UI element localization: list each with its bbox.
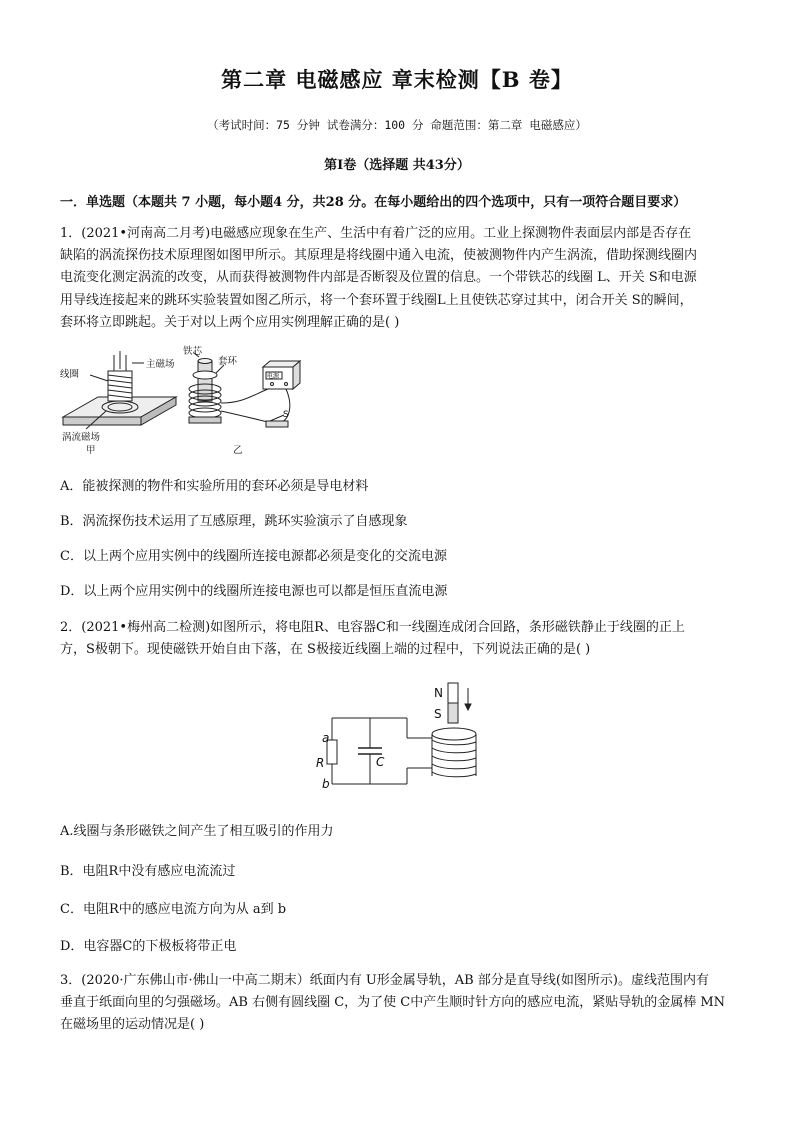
- label-s: S: [434, 707, 442, 721]
- question-3-line: 3．(2020·广东佛山市·佛山一中高二期末）纸面内有 U形金属导轨，AB 部分是直导线(如图所示)。虚线范围内有: [60, 973, 709, 988]
- question-2-option-a: A.线圈与条形磁铁之间产生了相互吸引的作用力: [60, 824, 334, 839]
- label-n: N: [434, 686, 443, 700]
- question-2-line: 方，S极朝下。现使磁铁开始自由下落，在 S极接近线圈上端的过程中，下列说法正确的是( ): [60, 642, 591, 658]
- page-title: 第二章 电磁感应 章末检测【B 卷】: [221, 67, 573, 92]
- question-1-line: 1．(2021•河南高二月考)电磁感应现象在生产、生活中有着广泛的应用。工业上探测物件表面层内部是否存在: [60, 226, 692, 241]
- question-1-option-a: A．能被探测的物件和实验所用的套环必须是导电材料: [60, 479, 369, 494]
- question-3-text: [60, 970, 746, 1037]
- question-1-line: 套环将立即跳起。关于对以上两个应用实例理解正确的是( ): [60, 314, 400, 330]
- question-1-figure: [58, 345, 308, 457]
- label-power: 电源: [267, 373, 280, 380]
- question-2-figure: [312, 680, 492, 792]
- question-2-option-b: B．电阻R中没有感应电流流过: [60, 864, 236, 879]
- question-2-line: 2．(2021•梅州高二检测)如图所示，将电阻R、电容器C和一线圈连成闭合回路，条形磁铁静止于线圈的正上: [60, 620, 685, 635]
- label-ring: 套环: [218, 356, 238, 367]
- label-core: 铁芯: [183, 346, 203, 357]
- label-a: a: [322, 731, 330, 745]
- section-heading: 一．单选题（本题共 7 小题，每小题4 分，共28 分。在每小题给出的四个选项中，只有一项符合题目要求）: [60, 195, 687, 210]
- question-3-line: 垂直于纸面向里的匀强磁场。AB 右侧有圆线圈 C，为了使 C中产生顺时针方向的感应电流，紧贴导轨的金属棒 MN: [60, 995, 726, 1011]
- question-2-option-d: D．电容器C的下极板将带正电: [60, 939, 237, 954]
- question-1-option-b: B．涡流探伤技术运用了互感原理，跳环实验演示了自感现象: [60, 514, 408, 529]
- label-main-field: 主磁场: [146, 359, 175, 370]
- label-yi: 乙: [233, 445, 243, 456]
- part-heading: 第Ⅰ卷（选择题 共43分）: [324, 158, 470, 173]
- question-2-text: [60, 617, 746, 661]
- question-1-option-c: C．以上两个应用实例中的线圈所连接电源都必须是变化的交流电源: [60, 549, 447, 564]
- question-1-line: 用导线连接起来的跳环实验装置如图乙所示，将一个套环置于线圈L上且使铁芯穿过其中，闭合开关 S的瞬间，: [60, 292, 693, 308]
- question-3-line: 在磁场里的运动情况是( ): [60, 1017, 205, 1033]
- question-1-option-d: D．以上两个应用实例中的线圈所连接电源也可以都是恒压直流电源: [60, 584, 448, 599]
- label-b: b: [322, 777, 330, 791]
- label-jia: 甲: [86, 445, 96, 456]
- label-eddy-field: 涡流磁场: [62, 432, 101, 443]
- question-1-line: 缺陷的涡流探伤技术原理图如图甲所示。其原理是将线圈中通入电流，使被测物件内产生涡流，借助探测线圈内: [60, 248, 698, 264]
- question-2-option-c: C．电阻R中的感应电流方向为从 a到 b: [60, 902, 287, 917]
- label-r: R: [316, 756, 325, 770]
- question-1-line: 电流变化测定涡流的改变，从而获得被测物件内部是否断裂及位置的信息。一个带铁芯的线圈 L、开关 S和电源: [60, 270, 697, 286]
- label-coil: 线圈: [60, 369, 80, 380]
- label-switch: S: [283, 410, 289, 420]
- label-c: C: [376, 755, 385, 769]
- question-1-text: [60, 223, 746, 334]
- exam-info: （考试时间：75 分钟 试卷满分：100 分 命题范围：第二章 电磁感应）: [207, 118, 587, 132]
